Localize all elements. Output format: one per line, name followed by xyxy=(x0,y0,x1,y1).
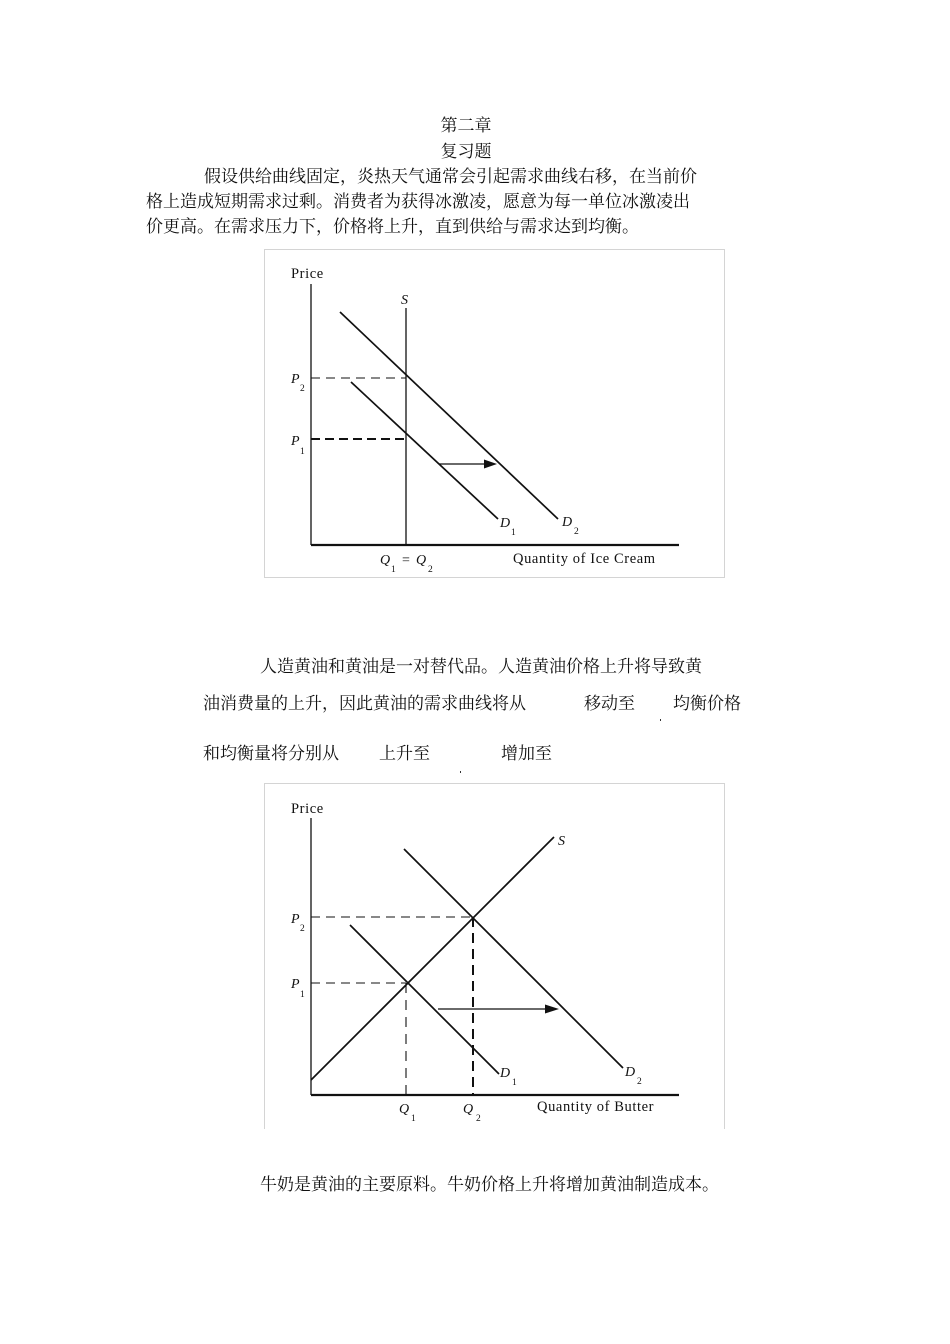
supply-label: S xyxy=(558,834,565,849)
d2-label: D xyxy=(625,1065,636,1080)
d1-label: D xyxy=(500,1066,511,1081)
q2-subscript: 2 xyxy=(428,565,433,575)
y-axis-label: Price xyxy=(291,266,324,282)
d1-subscript: 1 xyxy=(511,528,516,538)
y-axis-label: Price xyxy=(291,801,324,817)
d1-subscript: 1 xyxy=(512,1078,517,1088)
para2-line2b: 移动至 xyxy=(584,694,635,714)
x-axis-label: Quantity of Ice Cream xyxy=(513,551,656,567)
chapter-title: 第二章 xyxy=(440,116,492,136)
d2-label: D xyxy=(562,515,573,530)
demand-curve-d2 xyxy=(404,849,623,1068)
figure-butter xyxy=(264,783,725,1129)
p1-subscript: 1 xyxy=(300,990,305,1000)
demand-curve-d1 xyxy=(351,382,498,519)
q2-label: Q xyxy=(416,553,427,568)
p2-subscript: 2 xyxy=(300,384,305,394)
p1-label: P xyxy=(291,434,300,449)
equals-sign: = xyxy=(402,553,410,568)
para2-line1: 人造黄油和黄油是一对替代品。人造黄油价格上升将导致黄 xyxy=(260,657,702,677)
para1-line2: 格上造成短期需求过剩。消费者为获得冰激凌，愿意为每一单位冰激凌出 xyxy=(146,192,690,212)
blank-mark-2 xyxy=(460,771,461,773)
d2-subscript: 2 xyxy=(574,527,579,537)
q1-label: Q xyxy=(399,1102,410,1117)
para2-line2c: 均衡价格 xyxy=(673,694,741,714)
supply-label: S xyxy=(401,293,408,308)
d1-label: D xyxy=(500,516,511,531)
para2-line3c: 增加至 xyxy=(501,744,552,764)
figure-ice-cream xyxy=(264,249,725,578)
supply-curve xyxy=(311,837,554,1080)
q2-subscript: 2 xyxy=(476,1114,481,1124)
para1-line1: 假设供给曲线固定，炎热天气通常会引起需求曲线右移，在当前价 xyxy=(204,167,697,187)
para2-line3b: 上升至 xyxy=(379,744,430,764)
demand-curve-d2 xyxy=(340,312,558,519)
p2-subscript: 2 xyxy=(300,924,305,934)
d2-subscript: 2 xyxy=(637,1077,642,1087)
demand-curve-d1 xyxy=(350,925,499,1074)
ice-cream-chart xyxy=(265,250,724,577)
para2-line2a: 油消费量的上升，因此黄油的需求曲线将从 xyxy=(203,694,526,714)
shift-arrow-head xyxy=(484,460,497,469)
p2-label: P xyxy=(291,912,300,927)
shift-arrow-head xyxy=(545,1005,559,1014)
p2-label: P xyxy=(291,372,300,387)
para1-line3: 价更高。在需求压力下，价格将上升，直到供给与需求达到均衡。 xyxy=(146,217,639,237)
butter-chart xyxy=(265,784,724,1129)
p1-subscript: 1 xyxy=(300,447,305,457)
q1-label: Q xyxy=(380,553,391,568)
para2-line3a: 和均衡量将分别从 xyxy=(203,744,339,764)
x-axis-label: Quantity of Butter xyxy=(537,1099,655,1115)
p1-label: P xyxy=(291,977,300,992)
blank-mark-1 xyxy=(660,719,661,721)
q1-subscript: 1 xyxy=(411,1114,416,1124)
q2-label: Q xyxy=(463,1102,474,1117)
q1-subscript: 1 xyxy=(391,565,396,575)
chapter-subtitle: 复习题 xyxy=(440,142,492,162)
para3-line1: 牛奶是黄油的主要原料。牛奶价格上升将增加黄油制造成本。 xyxy=(260,1175,719,1195)
